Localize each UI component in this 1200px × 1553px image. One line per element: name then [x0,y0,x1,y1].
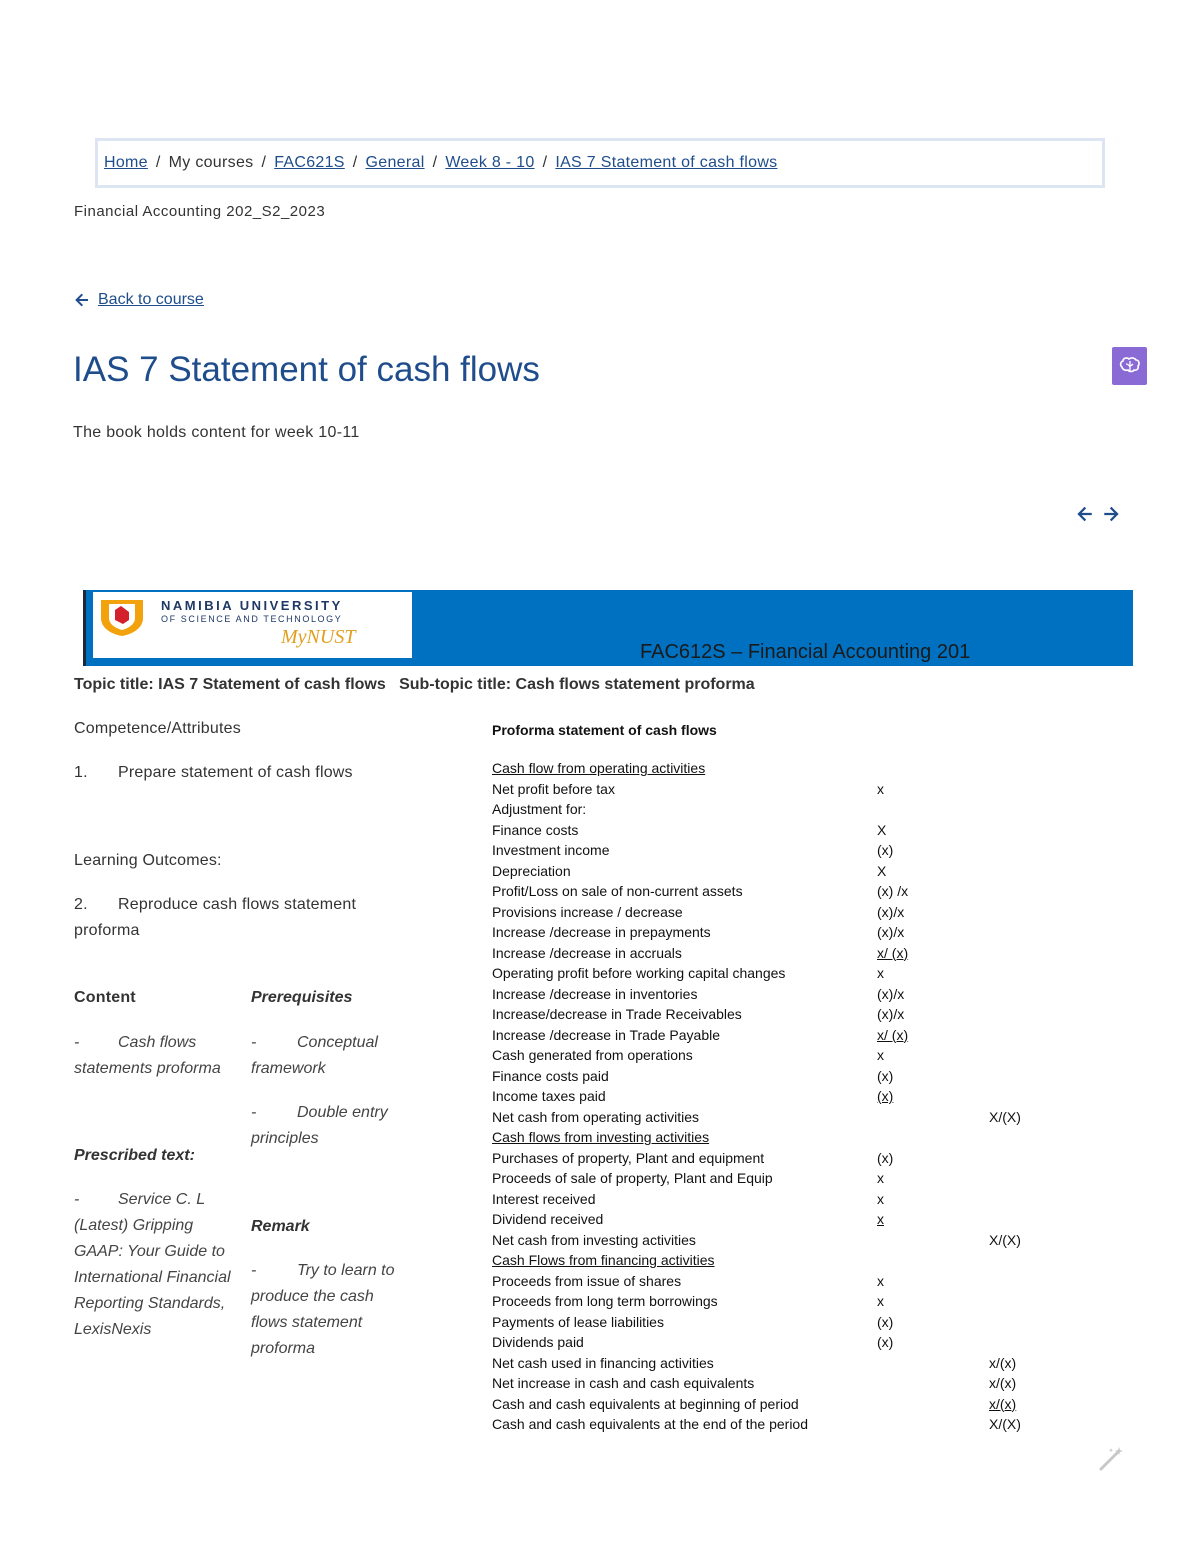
proforma-row [492,963,1052,983]
competence-number: 1. [74,764,88,781]
proforma-row-label: Increase /decrease in Trade Payable [492,1026,721,1043]
content-item-line1: Cash flows [118,1034,197,1051]
shield-logo-icon [97,596,147,638]
course-fullname: Financial Accounting 202_S2_2023 [74,203,326,220]
proforma-row [492,1086,1052,1106]
proforma-row-label: Provisions increase / decrease [492,903,683,920]
proforma-row-total: X/(X) [989,1108,1021,1125]
proforma-row-label: Adjustment for: [492,801,587,817]
outcome-item-line2: proforma [74,922,140,939]
remark-lines-line: flows statement [251,1314,363,1331]
breadcrumb-general-link[interactable]: General [365,154,425,171]
proforma-row-label: Operating profit before working capital changes [492,965,786,981]
proforma-row-label: Net cash used in financing activities [492,1354,714,1371]
proforma-row-amount: (x) [877,1149,894,1166]
remark-heading: Remark [251,1218,310,1235]
proforma-row-label: Depreciation [492,862,571,879]
breadcrumb-separator: / [155,154,161,171]
prescribed-text [74,1187,257,1343]
proforma-row [492,1230,1052,1250]
prereq-item2-line1: Double entry [297,1104,388,1121]
proforma-row-total: X/(X) [989,1231,1021,1248]
university-name-line1: NAMIBIA UNIVERSITY [161,598,343,613]
competence-heading: Competence/Attributes [74,720,241,737]
proforma-row-total: x/(x) [989,1395,1017,1412]
proforma-row [492,1107,1052,1127]
proforma-row-amount: (x) [877,1067,894,1084]
proforma-row [492,1332,1052,1352]
proforma-row [492,1271,1052,1291]
proforma-row-amount: x/ (x) [877,944,909,961]
university-name-line2: OF SCIENCE AND TECHNOLOGY [161,614,343,624]
proforma-row-label: Cash flow from operating activities [492,760,706,776]
proforma-row [492,799,1052,819]
proforma-row-label: Increase /decrease in inventories [492,985,698,1002]
outcome-item-line1: Reproduce cash flows statement [118,896,357,913]
proforma-row [492,861,1052,881]
breadcrumb-week-link[interactable]: Week 8 - 10 [445,154,535,171]
chapter-navigation [1076,505,1120,523]
learning-outcomes-heading: Learning Outcomes: [74,852,222,869]
proforma-row-amount: (x)/x [877,924,905,940]
proforma-row-amount: X [877,821,887,838]
proforma-row [492,1148,1052,1168]
proforma-row-label: Dividend received [492,1211,604,1227]
proforma-row [492,943,1052,963]
breadcrumb-course-link[interactable]: FAC621S [274,154,345,171]
proforma-row [492,1353,1052,1373]
prescribed-text-heading: Prescribed text: [74,1147,195,1164]
back-to-course-link[interactable] [74,291,204,309]
proforma-row-label: Increase /decrease in accruals [492,944,682,961]
proforma-title: Proforma statement of cash flows [492,722,717,738]
remark-lines-line: Try to learn to [297,1262,395,1279]
brain-icon [1118,355,1142,377]
proforma-row-label: Profit/Loss on sale of non-current assets [492,883,743,899]
proforma-row-amount: (x) [877,1088,894,1104]
proforma-row-label: Net cash from operating activities [492,1108,699,1125]
prescribed-dash: - [74,1191,80,1208]
proforma-row [492,1373,1052,1393]
proforma-row-label: Net increase in cash and cash equivalents [492,1375,755,1391]
proforma-row-label: Cash and cash equivalents at beginning of period [492,1395,799,1412]
proforma-row [492,1025,1052,1045]
proforma-row-total: X/(X) [989,1416,1021,1432]
proforma-row-amount: x [877,1211,884,1227]
proforma-row [492,902,1052,922]
prereq-item2-line2: principles [251,1130,319,1147]
content-dash: - [74,1034,80,1051]
proforma-row-label: Dividends paid [492,1334,584,1350]
prescribed-lines-line: (Latest) Gripping [74,1217,194,1234]
proforma-row-amount: x [877,965,884,981]
proforma-row-amount: (x)/x [877,985,905,1002]
prerequisites-heading: Prerequisites [251,989,353,1006]
proforma-row [492,1209,1052,1229]
proforma-row [492,820,1052,840]
page-title: IAS 7 Statement of cash flows [73,350,540,389]
proforma-row [492,840,1052,860]
proforma-row-label: Proceeds from issue of shares [492,1272,682,1289]
banner-course-title: FAC612S – Financial Accounting 201 [640,641,971,663]
content-heading: Content [74,989,136,1006]
prescribed-lines-line: Reporting Standards, [74,1295,226,1312]
prescribed-lines-line: LexisNexis [74,1321,152,1338]
proforma-row-amount: X [877,862,887,879]
proforma-row-amount: (x)/x [877,903,905,920]
breadcrumb-separator: / [432,154,438,171]
remark-text [251,1258,421,1362]
back-to-course-label: Back to course [98,291,204,308]
proforma-row [492,922,1052,942]
proforma-row-label: Cash and cash equivalents at the end of the period [492,1416,808,1432]
prereq-item1-line2: framework [251,1060,326,1077]
magic-wand-icon[interactable] [1097,1443,1127,1473]
proforma-row [492,881,1052,901]
proforma-row [492,1312,1052,1332]
proforma-row-amount: x [877,1190,884,1207]
proforma-row-amount: (x)/x [877,1006,905,1022]
proforma-row [492,758,1052,778]
proforma-row [492,779,1052,799]
content-item-line2: statements proforma [74,1060,221,1077]
proforma-row-total: x/(x) [989,1354,1017,1371]
proforma-row-label: Finance costs paid [492,1067,609,1084]
proforma-row-amount: x [877,1047,884,1063]
proforma-row-amount: x [877,780,884,797]
prescribed-lines-line: GAAP: Your Guide to [74,1243,225,1260]
proforma-row [492,1127,1052,1147]
prescribed-lines-line: Service C. L [118,1191,206,1208]
proforma-row-amount: (x) [877,1334,894,1350]
competence-item: Prepare statement of cash flows [118,764,353,781]
outcome-number: 2. [74,896,88,913]
proforma-row-label: Purchases of property, Plant and equipment [492,1149,765,1166]
prescribed-lines-line: International Financial [74,1269,231,1286]
breadcrumb-my-courses: My courses [168,154,254,171]
proforma-row-label: Investment income [492,842,610,858]
proforma-row [492,1168,1052,1188]
proforma-row-label: Cash Flows from financing activities [492,1252,715,1268]
proforma-row [492,1189,1052,1209]
breadcrumb [95,138,1105,188]
proforma-row [492,1291,1052,1311]
page-description: The book holds content for week 10-11 [73,424,360,441]
remark-lines-line: produce the cash [251,1288,374,1305]
proforma-row [492,1394,1052,1414]
mynust-brand: MyNUST [281,626,356,648]
proforma-row-label: Cash generated from operations [492,1047,693,1063]
proforma-row-label: Cash flows from investing activities [492,1129,710,1145]
breadcrumb-separator: / [542,154,548,171]
prereq-dash: - [251,1034,257,1051]
proforma-row-label: Interest received [492,1190,596,1207]
prereq-dash: - [251,1104,257,1121]
arrow-left-icon[interactable] [1076,505,1094,523]
proforma-row-label: Net profit before tax [492,780,615,797]
proforma-row [492,984,1052,1004]
proforma-row [492,1414,1052,1434]
proforma-row-amount: (x) [877,1313,894,1330]
breadcrumb-current-link[interactable]: IAS 7 Statement of cash flows [555,154,778,171]
proforma-row-amount: x/ (x) [877,1026,909,1043]
arrow-left-icon [74,292,90,308]
side-panel-button[interactable] [1112,347,1147,385]
arrow-right-icon[interactable] [1102,505,1120,523]
prereq-item1-line1: Conceptual [297,1034,378,1051]
proforma-row [492,1250,1052,1270]
topic-title: Topic title: IAS 7 Statement of cash flows Sub-topic title: Cash flows statement proforma [74,676,755,693]
proforma-row-total: x/(x) [989,1375,1017,1391]
proforma-row-label: Income taxes paid [492,1088,606,1104]
proforma-row [492,1066,1052,1086]
proforma-row-amount: (x) /x [877,883,909,899]
proforma-row-amount: (x) [877,842,894,858]
proforma-row-label: Proceeds from long term borrowings [492,1293,718,1309]
proforma-row-label: Increase/decrease in Trade Receivables [492,1006,742,1022]
proforma-row-amount: x [877,1272,884,1289]
proforma-row-amount: x [877,1293,884,1309]
remark-lines-line: proforma [251,1340,316,1357]
breadcrumb-home-link[interactable]: Home [104,154,148,171]
proforma-row-label: Proceeds of sale of property, Plant and Equip [492,1170,773,1186]
remark-dash: - [251,1262,257,1279]
proforma-row-label: Increase /decrease in prepayments [492,924,711,940]
proforma-row-label: Payments of lease liabilities [492,1313,664,1330]
breadcrumb-separator: / [261,154,267,171]
proforma-row-label: Finance costs [492,821,579,838]
proforma-row [492,1004,1052,1024]
proforma-row [492,1045,1052,1065]
breadcrumb-separator: / [352,154,358,171]
proforma-row-label: Net cash from investing activities [492,1231,696,1248]
university-logo [93,592,412,658]
proforma-row-amount: x [877,1170,884,1186]
